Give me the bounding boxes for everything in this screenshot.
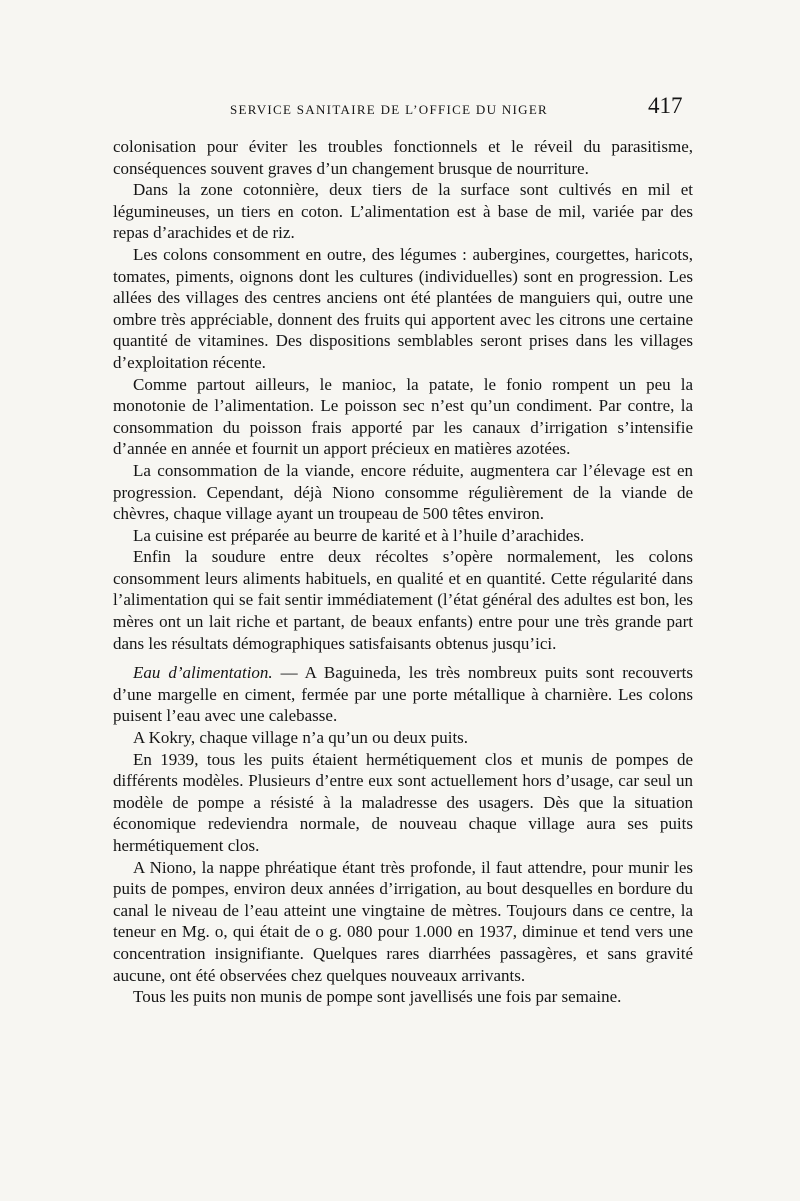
- paragraph-viande: La consommation de la viande, encore réduite, augmentera car l’élevage est en progression. Cependant, déjà Niono consomme régulièrement de la viande de chèvres, chaque village ayant un troupeau de 500 têtes environ.: [113, 460, 693, 524]
- paragraph-1939: En 1939, tous les puits étaient hermétiquement clos et munis de pompes de différents modèles. Plusieurs d’entre eux sont actuellement hors d’usage, car seul un modèle de pompe a résisté à la maladresse des usagers. Dès que la situation économique redeviendra normale, de nouveau chaque village aura ses puits hermétiquement clos.: [113, 749, 693, 855]
- body-text: [113, 136, 693, 1008]
- paragraph-niono: A Niono, la nappe phréatique étant très profonde, il faut attendre, pour munir les puits de pompes, environ deux années d’irrigation, au bout desquelles en bordure du canal le niveau de l’eau atteint une vingtaine de mètres. Toujours dans ce centre, la teneur en Mg. o, qui était de o g. 080 pour 1.000 en 1937, diminue et tend vers une concentration insignifiante. Quelques rares diarrhées passagères, et sans gravité aucune, ont été observées chez quelques nouveaux arrivants.: [113, 857, 693, 985]
- paragraph-javellisation: Tous les puits non munis de pompe sont javellisés une fois par semaine.: [133, 987, 622, 1007]
- paragraph-kokry: A Kokry, chaque village n’a qu’un ou deux puits.: [133, 728, 469, 748]
- paragraph-zone-cotonniere: Dans la zone cotonnière, deux tiers de la surface sont cultivés en mil et légumineuses, un tiers en coton. L’alimentation est à base de mil, variée par des repas d’arachides et de riz.: [113, 180, 693, 243]
- page-header: [0, 92, 800, 122]
- paragraph-manioc: Comme partout ailleurs, le manioc, la patate, le fonio rompent un peu la monotonie de l’alimentation. Le poisson sec n’est qu’un condiment. Par contre, la consommation du poisson frais apporté par les canaux d’irrigation s’intensifie d’année en année et fournit un apport précieux en matières azotées.: [113, 374, 693, 459]
- paragraph-eau-alimentation: [113, 662, 693, 727]
- section-heading-eau: Eau d’alimentation.: [133, 663, 273, 683]
- section-lead-text: — A Baguineda, les très nombreux puits sont recouverts d’une margelle en ciment, fermée par une porte métallique à charnière. Les colons puisent l’eau avec une calebasse.: [113, 663, 693, 726]
- running-head: SERVICE SANITAIRE DE L’OFFICE DU NIGER: [230, 102, 549, 117]
- paragraph-colonisation: colonisation pour éviter les troubles fonctionnels et le réveil du parasitisme, conséquences souvent graves d’un changement brusque de nourriture.: [113, 137, 693, 178]
- paragraph-cuisine: La cuisine est préparée au beurre de karité et à l’huile d’arachides.: [133, 525, 585, 545]
- page-number: 417: [648, 93, 683, 118]
- paragraph-legumes: Les colons consomment en outre, des légumes : aubergines, courgettes, haricots, tomates, piments, oignons dont les cultures (individuelles) sont en progression. Les allées des villages des centres anciens ont été plantées de manguiers qui, outre une ombre très appréciable, donnent des fruits qui apportent avec les citrons une certaine quantité de vitamines. Des dispositions semblables seront prises dans les villages d’exploitation récente.: [113, 244, 693, 372]
- paragraph-soudure: Enfin la soudure entre deux récoltes s’opère normalement, les colons consomment leurs aliments habituels, en qualité et en quantité. Cette régularité dans l’alimentation qui se fait sentir immédiatement (l’état général des adultes est bon, les mères ont un lait riche et partant, de beaux enfants) entre pour une très grande part dans les résultats démographiques satisfaisants obtenus jusqu’ici.: [113, 547, 693, 653]
